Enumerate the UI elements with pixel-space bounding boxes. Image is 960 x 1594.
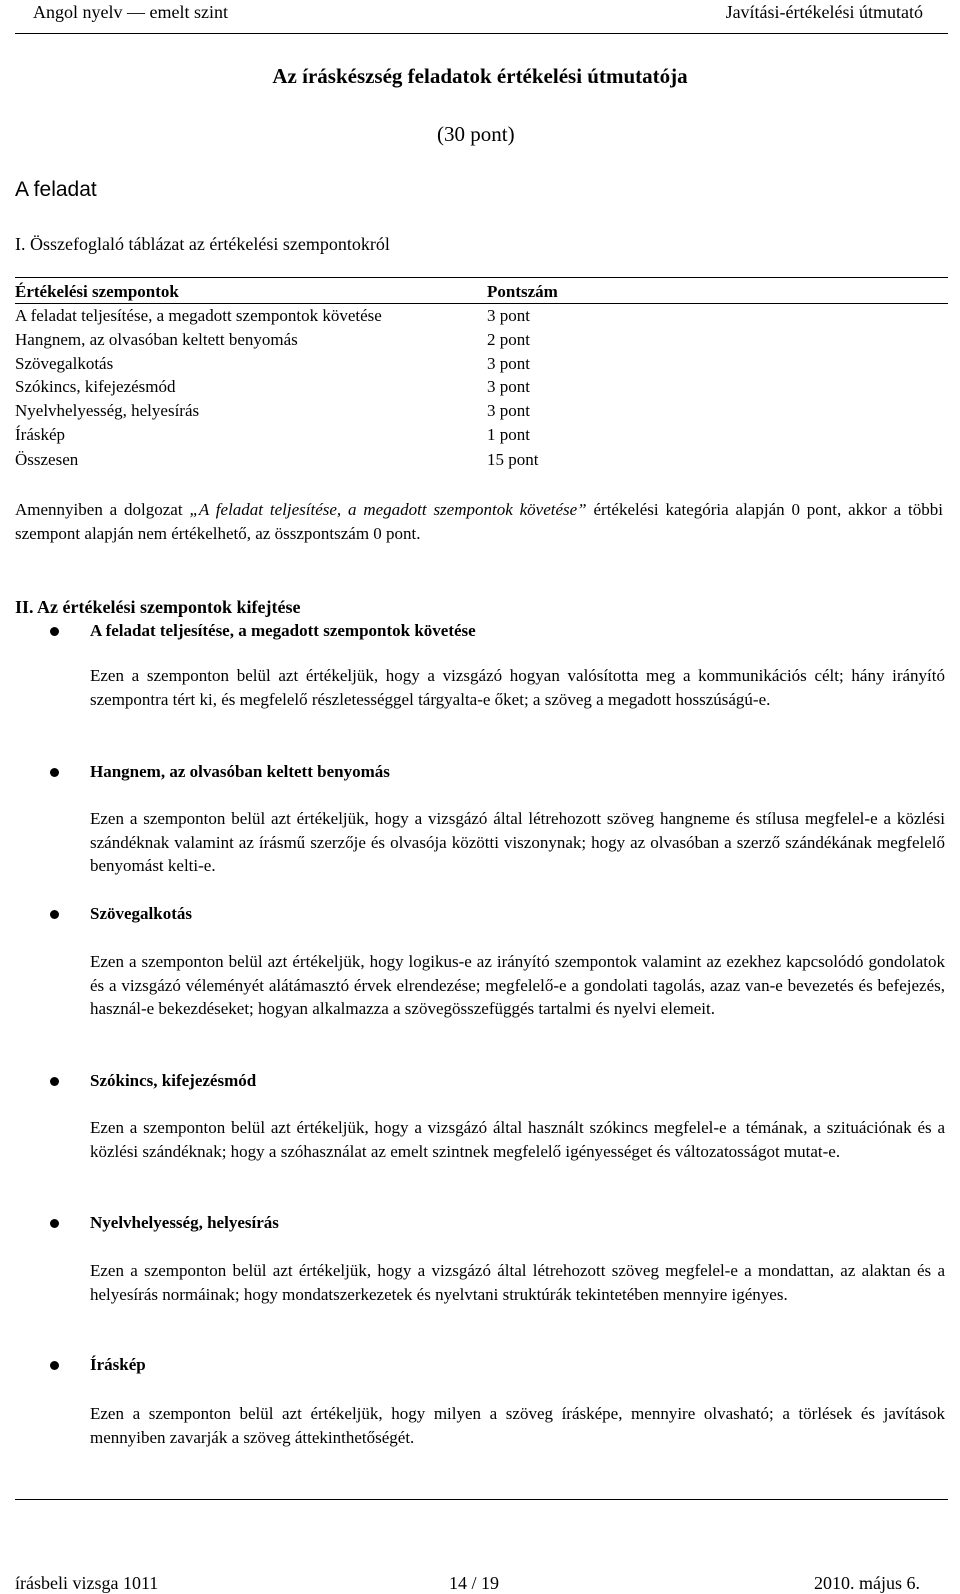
note-text-start: Amennyiben a dolgozat (15, 500, 190, 519)
footer-rule (15, 1499, 948, 1500)
table-row-total: Összesen (15, 450, 79, 469)
footer-exam-code: írásbeli vizsga 1011 (15, 1573, 159, 1593)
criterion-heading: Szövegalkotás (90, 904, 192, 923)
criterion-description: Ezen a szemponton belül azt értékeljük, hogy a vizsgázó által létrehozott szöveg megfelel-e a mondattan, az alaktan és a helyesírás normáinak; hogy mondatszerkezetek és nyelvtani struktúrák tekintetében mennyire igényes. (90, 1261, 945, 1304)
criterion-heading: Szókincs, kifejezésmód (90, 1071, 257, 1090)
table-row-total-points: 15 pont (487, 450, 539, 469)
table-row-points: 3 pont (487, 306, 530, 325)
table-row-criterion: Szövegalkotás (15, 354, 114, 373)
table-header-criteria: Értékelési szempontok (15, 282, 179, 301)
header-subject: Angol nyelv — emelt szint (33, 2, 228, 22)
table-row-criterion: Nyelvhelyesség, helyesírás (15, 401, 200, 420)
criterion-heading: Íráskép (90, 1355, 146, 1374)
table-row-points: 3 pont (487, 377, 530, 396)
criterion-heading: Nyelvhelyesség, helyesírás (90, 1213, 279, 1232)
page-title: Az íráskészség feladatok értékelési útmutatója (272, 64, 688, 88)
table-row-points: 2 pont (487, 330, 530, 349)
bullet-icon (50, 910, 59, 919)
note-criterion-quote: „A feladat teljesítése, a megadott szempontok követése” (189, 500, 587, 519)
criterion-description: Ezen a szemponton belül azt értékeljük, hogy milyen a szöveg írásképe, mennyire olvasható; a törlések és javítások mennyiben zavarják a szöveg áttekinthetőségét. (90, 1404, 945, 1447)
section2-title: II. Az értékelési szempontok kifejtése (15, 597, 301, 617)
bullet-icon (50, 627, 59, 636)
table-row-criterion: A feladat teljesítése, a megadott szempontok követése (15, 306, 382, 325)
criterion-description: Ezen a szemponton belül azt értékeljük, hogy a vizsgázó által használt szókincs megfelel-e a témának, a szituációnak és a közlési szándéknak; hogy a szóhasználat az emelt szintnek megfelelő igényességet és változatosságot mutat-e. (90, 1118, 945, 1161)
table-row-points: 1 pont (487, 425, 530, 444)
criterion-heading: A feladat teljesítése, a megadott szempontok követése (90, 621, 476, 640)
table-row-points: 3 pont (487, 354, 530, 373)
table-row-criterion: Hangnem, az olvasóban keltett benyomás (15, 330, 298, 349)
task-label: A feladat (15, 178, 97, 201)
criterion-description: Ezen a szemponton belül azt értékeljük, hogy logikus-e az irányító szempontok valamint az ezekhez kapcsolódó gondolatok és a vizsgázó véleményét alátámasztó érvek elrendezése; megfelelő-e a gondolati tagolás, azaz van-e bevezetés és befejezés, használ-e bekezdéseket; hogyan alkalmazza a szövegösszefüggés tartalmi és nyelvi elemeit. (90, 952, 945, 1018)
table-top-rule (15, 277, 948, 278)
footer-date: 2010. május 6. (814, 1573, 920, 1593)
table-header-points: Pontszám (487, 282, 558, 301)
bullet-icon (50, 1077, 59, 1086)
table-row-criterion: Íráskép (15, 425, 66, 444)
table-row-points: 3 pont (487, 401, 530, 420)
criterion-description: Ezen a szemponton belül azt értékeljük, hogy a vizsgázó hogyan valósította meg a kommunikációs célt; hány irányító szempontra tért ki, és megfelelő részletességgel tárgyalta-e őket; a szöveg a megadott hosszúságú-e. (90, 666, 945, 709)
bullet-icon (50, 768, 59, 777)
header-rule (15, 33, 948, 34)
section1-title: I. Összefoglaló táblázat az értékelési szempontokról (15, 234, 390, 254)
criterion-description: Ezen a szemponton belül azt értékeljük, hogy a vizsgázó által létrehozott szöveg hangneme és stílusa megfelel-e a közlési szándéknak valamint az írásmű szerzője és olvasója közötti viszonynak; hogy az olvasóban a szerző szándékának megfelelő benyomást kelti-e. (90, 809, 945, 875)
zero-score-note (15, 498, 943, 545)
table-row-criterion: Szókincs, kifejezésmód (15, 377, 176, 396)
criterion-heading: Hangnem, az olvasóban keltett benyomás (90, 762, 390, 781)
footer-page-number: 14 / 19 (449, 1573, 500, 1593)
bullet-icon (50, 1219, 59, 1228)
header-guide: Javítási-értékelési útmutató (725, 2, 923, 22)
note-text-end: értékelési kategória alapján 0 pont, akkor a többi szempont alapján nem értékelhető, az összpontszám 0 pont. (15, 500, 944, 543)
total-points: (30 pont) (437, 122, 515, 146)
bullet-icon (50, 1361, 59, 1370)
